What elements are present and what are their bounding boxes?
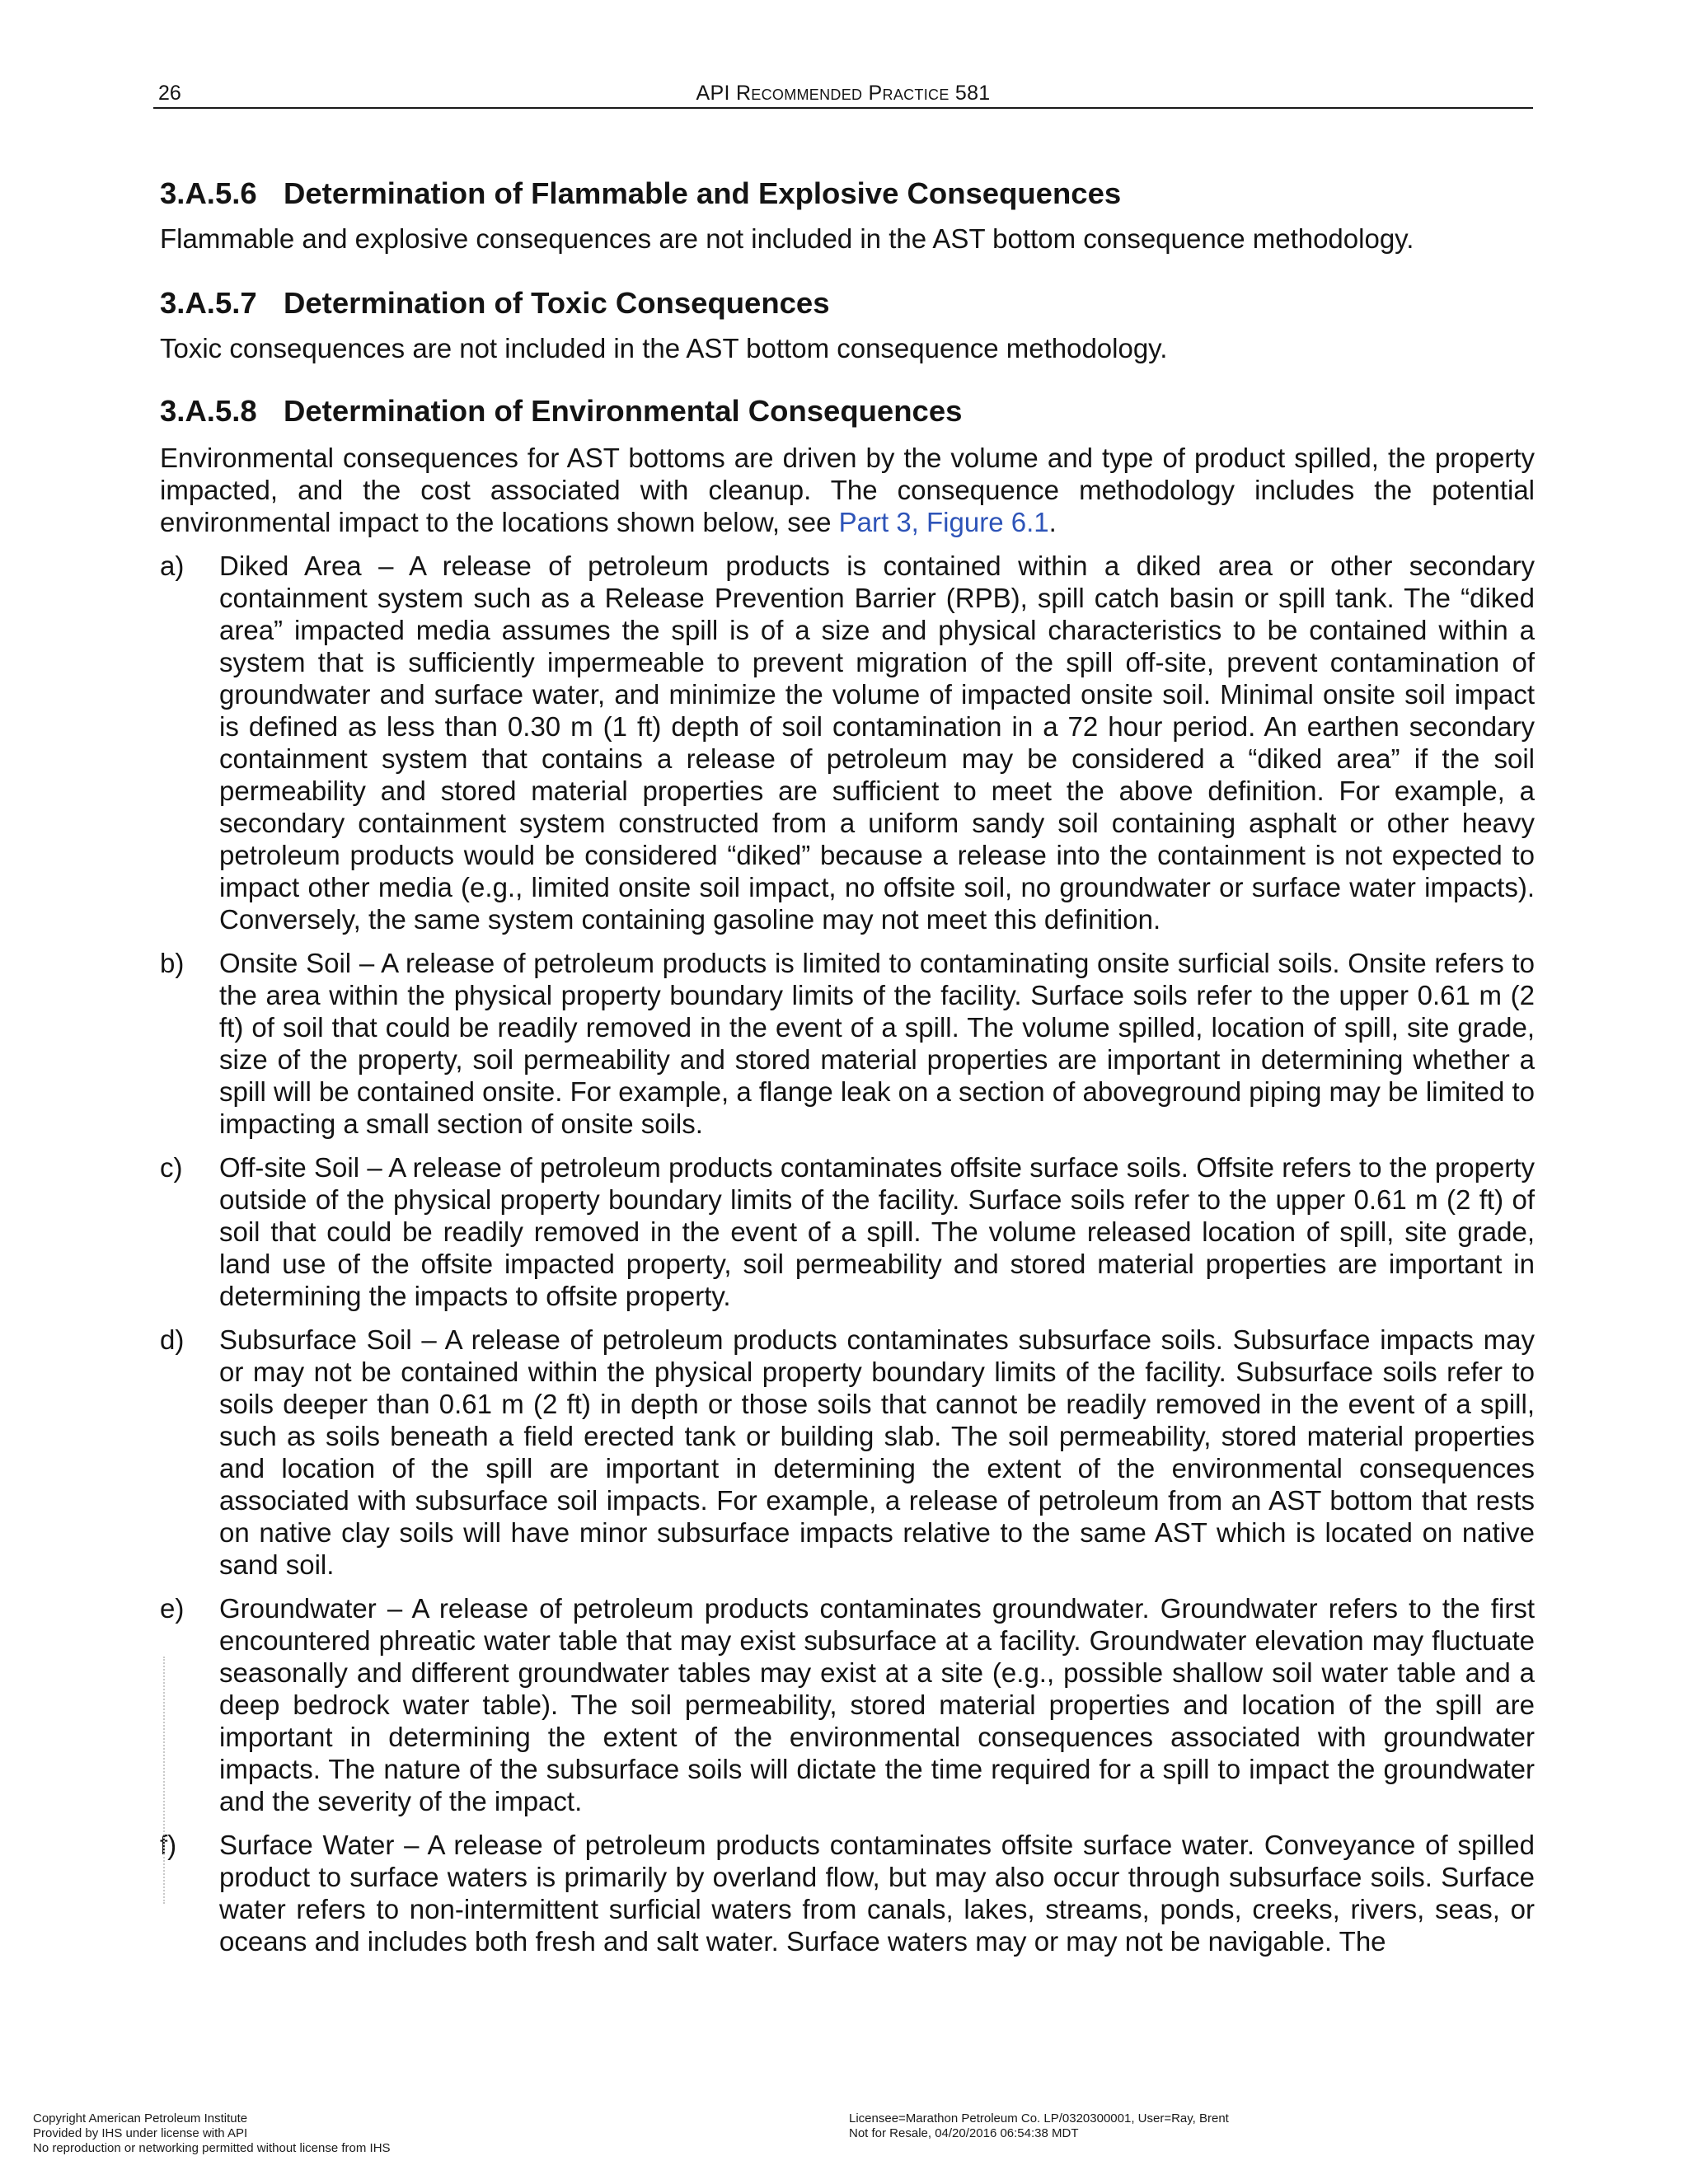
section-3-a-5-6 <box>160 175 1535 255</box>
list-marker: d) <box>160 1324 185 1355</box>
impact-location-list <box>160 550 1535 1957</box>
section-number: 3.A.5.6 <box>160 176 257 210</box>
list-marker: e) <box>160 1593 185 1624</box>
footer-line: Not for Resale, 04/20/2016 06:54:38 MDT <box>849 2126 1079 2140</box>
list-item-text: Onsite Soil – A release of petroleum products is limited to contaminating onsite surficial soils. Onsite refers to the area within the physical property boundary limits of the facility. Surface soils refer to the upper 0.61 m (2 ft) of soil that could be readily removed in the event of a spill. The volume spilled, location of spill, site grade, size of the property, soil permeability and stored material properties are important in determining whether a spill will be contained onsite. For example, a flange leak on a section of aboveground piping may be limited to impacting a small section of onsite soils. <box>219 948 1535 1139</box>
footer-line: No reproduction or networking permitted without license from IHS <box>33 2141 391 2155</box>
footer-license <box>849 2111 1229 2141</box>
list-marker: f) <box>160 1830 177 1860</box>
figure-reference-link[interactable]: Part 3, Figure 6.1 <box>838 507 1049 537</box>
section-heading <box>160 284 1535 322</box>
list-item-text: Off-site Soil – A release of petroleum products contaminates offsite surface soils. Offsite refers to the property outside of the physical property boundary limits of the facility. Surface soils refer to the upper 0.61 m (2 ft) of soil that could be readily removed in the event of a spill. The volume released location of spill, site grade, land use of the offsite impacted property, soil permeability and stored material properties are important in determining the impacts to offsite property. <box>219 1152 1535 1311</box>
list-marker: b) <box>160 948 185 978</box>
section-3-a-5-7 <box>160 284 1535 364</box>
footer-line: Provided by IHS under license with API <box>33 2126 248 2140</box>
section-paragraph: Toxic consequences are not included in the AST bottom consequence methodology. <box>160 333 1168 363</box>
list-item-text: Diked Area – A release of petroleum products is contained within a diked area or other secondary containment system such as a Release Prevention Barrier (RPB), spill catch basin or spill tank. The “diked area” impacted media assumes the spill is of a size and physical characteristics to be contained within a system that is sufficiently impermeable to prevent migration of the spill off-site, prevent contamination of groundwater and surface water, and minimize the volume of impacted onsite soil. Minimal onsite soil impact is defined as less than 0.30 m (1 ft) depth of soil contamination in a 72 hour period. An earthen secondary containment system that contains a release of petroleum may be considered a “diked area” if the soil permeability and stored material properties are sufficient to meet the above definition. For example, a secondary containment system constructed from a uniform sandy soil containing asphalt or other heavy petroleum products would be considered “diked” because a release into the containment is not expected to impact other media (e.g., limited onsite soil impact, no offsite soil, no groundwater or surface water impacts). Conversely, the same system containing gasoline may not meet this definition. <box>219 551 1535 935</box>
footer-copyright <box>33 2111 391 2156</box>
list-item-offsite-soil <box>160 1151 1535 1312</box>
section-title: Determination of Toxic Consequences <box>284 286 830 320</box>
running-header <box>153 79 1533 109</box>
list-item-text: Groundwater – A release of petroleum products contaminates groundwater. Groundwater refers to the first encountered phreatic water table that may exist subsurface at a facility. Groundwater elevation may fluctuate seasonally and different groundwater tables may exist at a site (e.g., possible shallow soil water table and a deep bedrock water table). The soil permeability, stored material properties and location of the spill are important in determining the extent of the environmental consequences associated with groundwater impacts. The nature of the subsurface soils will dictate the time required for a spill to impact the groundwater and the severity of the impact. <box>219 1593 1535 1816</box>
footer-line: Copyright American Petroleum Institute <box>33 2111 248 2125</box>
running-title: API Recommended Practice 581 <box>696 82 991 105</box>
list-item-diked-area <box>160 550 1535 935</box>
page-body <box>160 175 1535 1966</box>
list-item-text: Subsurface Soil – A release of petroleum products contaminates subsurface soils. Subsurface impacts may or may not be contained within the physical property boundary limits of the facility. Subsurface soils refer to soils deeper than 0.61 m (2 ft) in depth or those soils that cannot be readily removed in the event of a spill, such as soils beneath a field erected tank or building slab. The soil permeability, stored material properties and location of the spill are important in determining the extent of the environmental consequences associated with subsurface soil impacts. For example, a release of petroleum from an AST bottom that rests on native clay soils will have minor subsurface impacts relative to the same AST which is located on native sand soil. <box>219 1324 1535 1580</box>
intro-text: Environmental consequences for AST bottoms are driven by the volume and type of product spilled, the property impacted, and the cost associated with cleanup. The consequence methodology includes the potential environmental impact to the locations shown below, see <box>160 443 1535 537</box>
section-3-a-5-8 <box>160 392 1535 1957</box>
list-item-subsurface-soil <box>160 1324 1535 1581</box>
intro-end: . <box>1048 507 1057 537</box>
list-marker: a) <box>160 551 185 581</box>
section-title: Determination of Environmental Consequences <box>284 394 963 428</box>
scan-margin-mark <box>163 1657 168 1904</box>
list-item-onsite-soil <box>160 947 1535 1140</box>
list-item-groundwater <box>160 1592 1535 1817</box>
section-title: Determination of Flammable and Explosive Consequences <box>284 176 1122 210</box>
section-heading <box>160 392 1535 430</box>
footer-line: Licensee=Marathon Petroleum Co. LP/0320300001, User=Ray, Brent <box>849 2111 1229 2125</box>
list-item-surface-water <box>160 1829 1535 1957</box>
list-marker: c) <box>160 1152 183 1183</box>
section-heading <box>160 175 1535 213</box>
section-intro <box>160 442 1535 538</box>
page-number: 26 <box>158 82 181 105</box>
section-number: 3.A.5.7 <box>160 286 257 320</box>
section-number: 3.A.5.8 <box>160 394 257 428</box>
list-item-text: Surface Water – A release of petroleum products contaminates offsite surface water. Conveyance of spilled product to surface waters is primarily by overland flow, but may also occur through subsurface soils. Surface water refers to non-intermittent surficial waters from canals, lakes, streams, ponds, creeks, rivers, seas, or oceans and includes both fresh and salt water. Surface waters may or may not be navigable. The <box>219 1830 1535 1957</box>
section-paragraph: Flammable and explosive consequences are not included in the AST bottom consequence methodology. <box>160 223 1414 254</box>
